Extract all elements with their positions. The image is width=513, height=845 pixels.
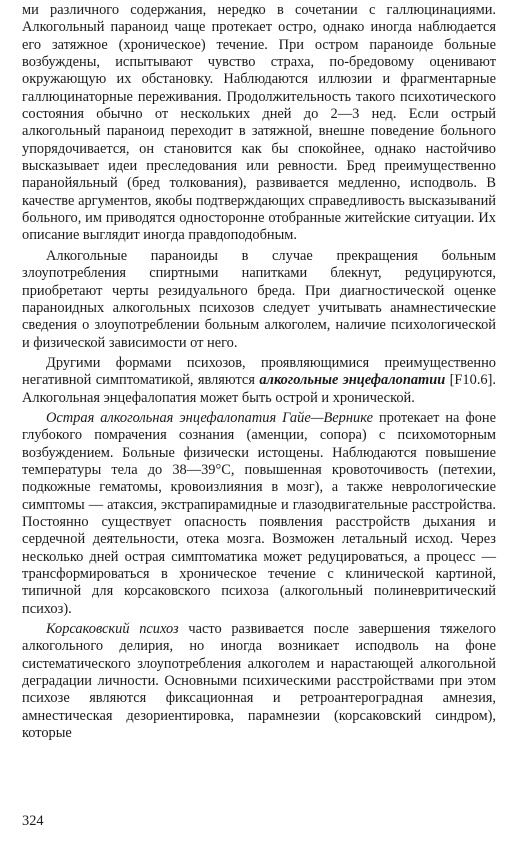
p2-text: Алкогольные параноиды в случае прекращения больным злоупотребления спиртными напитками блекнут, редуцируются, приобретают черты резидуального бреда. При диагностической оценке параноидных алкогольных психозов следует учитывать анамнестические сведения о злоупотреблении больным алкоголем, наличие психологической и физической зависимости от него. — [22, 247, 496, 351]
term-gayet-wernicke: Острая алкогольная энцефалопатия Гайе—Вернике — [46, 409, 373, 426]
p4-after: протекает на фоне глубокого помрачения сознания (аменции, сопора) с психомоторным возбуждением. Больные физически истощены. Наблюдаются повышение температуры тела до 38—39°С, повышенная кровоточивость (петехии, подкожные гематомы, кровоизлияния в мозг), а также неврологические симптомы — атаксия, экстрапирамидные и глазодвигательные расстройства. Постоянно существует опасность появления расстройств дыхания и сердечной деятельности, отека мозга. Возможен летальный исход. Через несколько дней острая симптоматика может редуцироваться, а процесс — трансформироваться в хроническое течение с клинической картиной, типичной для корсаковского психоза (алкогольный полиневритический психоз). — [22, 409, 497, 617]
p3-after: [F10.6]. Алкогольная энцефалопатия может быть острой и хронической. — [22, 372, 497, 406]
paragraph-korsakoff — [22, 621, 496, 742]
paragraph-paranoid-course — [22, 2, 496, 245]
term-alcoholic-encephalopathies: алкогольные энцефалопатии — [259, 372, 446, 389]
p1-text: ми различного содержания, нередко в сочетании с галлюцинациями. Алкогольный параноид чаще протекает остро, однако иногда наблюдается его затяжное (хроническое) течение. При остром параноиде больные возбуждены, испытывают чувство страха, по-бредовому оценивают окружающую их обстановку. Наблюдаются иллюзии и фрагментарные галлюцинаторные переживания. Продолжительность такого психотического состояния обычно от нескольких дней до 2—3 нед. Если острый алкогольный параноид переходит в затяжной, внешне поведение больного упорядочивается, он становится как бы спокойнее, однако настойчиво высказывает идеи преследования или ревности. Бред преимущественно паранойяльный (бред толкования), развивается медленно, исподволь. В качестве аргументов, якобы подтверждающих справедливость высказываний больного, им приводятся односторонне отобранные житейские ситуации. Их описание выглядит иногда правдоподобным. — [22, 2, 496, 244]
paragraph-encephalopathies — [22, 355, 496, 407]
term-korsakoff-psychosis: Корсаковский психоз — [46, 621, 179, 638]
p5-after: часто развивается после завершения тяжелого алкогольного делирия, но иногда возникает исподволь на фоне систематического злоупотребления алкоголем и нарастающей алкогольной деградации личности. Основными психическими расстройствами при этом психозе являются фиксационная и ретроантероградная амнезия, амнестическая дезориентировка, парамнезии (корсаковский синдром), которые — [22, 621, 496, 742]
page-number: 324 — [22, 813, 44, 829]
page-text — [22, 2, 496, 742]
p3-before: Другими формами психозов, проявляющимися преимущественно негативной симптоматикой, являются — [22, 354, 496, 389]
paragraph-gayet-wernicke — [22, 410, 496, 618]
paragraph-paranoid-remission — [22, 248, 496, 352]
